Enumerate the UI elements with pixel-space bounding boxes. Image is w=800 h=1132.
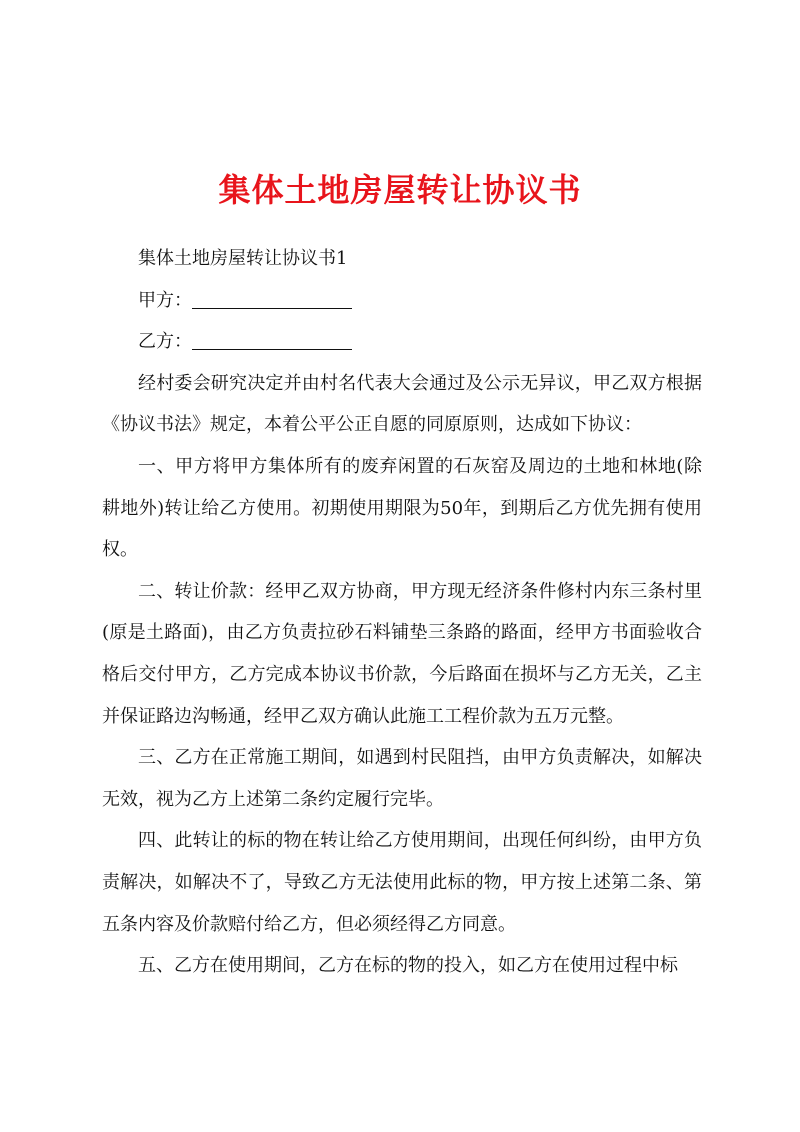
party-b-blank <box>192 331 352 350</box>
document-body <box>102 238 702 987</box>
paragraph-preamble: 经村委会研究决定并由村名代表大会通过及公示无异议，甲乙双方根据《协议书法》规定，本着公平公正自愿的同原原则，达成如下协议： <box>102 372 702 436</box>
document-title: 集体土地房屋转让协议书 <box>218 171 582 209</box>
party-a-blank <box>192 290 352 309</box>
party-b-line <box>102 321 702 363</box>
party-a-line <box>102 280 702 322</box>
paragraph-clause-4: 四、此转让的标的物在转让给乙方使用期间，出现任何纠纷，由甲方负责解决，如解决不了，导致乙方无法使用此标的物，甲方按上述第二条、第五条内容及价款赔付给乙方，但必须经得乙方同意。 <box>102 830 702 935</box>
paragraph-clause-5: 五、乙方在使用期间，乙方在标的物的投入，如乙方在使用过程中标 <box>138 955 678 977</box>
party-a-label: 甲方： <box>138 289 192 311</box>
paragraph-clause-2: 二、转让价款：经甲乙双方协商，甲方现无经济条件修村内东三条村里(原是土路面)，由乙方负责拉砂石料铺垫三条路的路面，经甲方书面验收合格后交付甲方，乙方完成本协议书价款，今后路面在损坏与乙方无关，乙主并保证路边沟畅通，经甲乙双方确认此施工工程价款为五万元整。 <box>102 580 702 727</box>
subtitle-line <box>102 238 702 280</box>
paragraph-clause-3: 三、乙方在正常施工期间，如遇到村民阻挡，由甲方负责解决，如解决无效，视为乙方上述第二条约定履行完毕。 <box>102 747 702 810</box>
party-b-label: 乙方： <box>138 331 192 353</box>
subtitle: 集体土地房屋转让协议书1 <box>138 248 348 269</box>
paragraph-clause-1: 一、甲方将甲方集体所有的废弃闲置的石灰窑及周边的土地和林地(除耕地外)转让给乙方使用。初期使用期限为50年，到期后乙方优先拥有使用权。 <box>102 455 702 561</box>
